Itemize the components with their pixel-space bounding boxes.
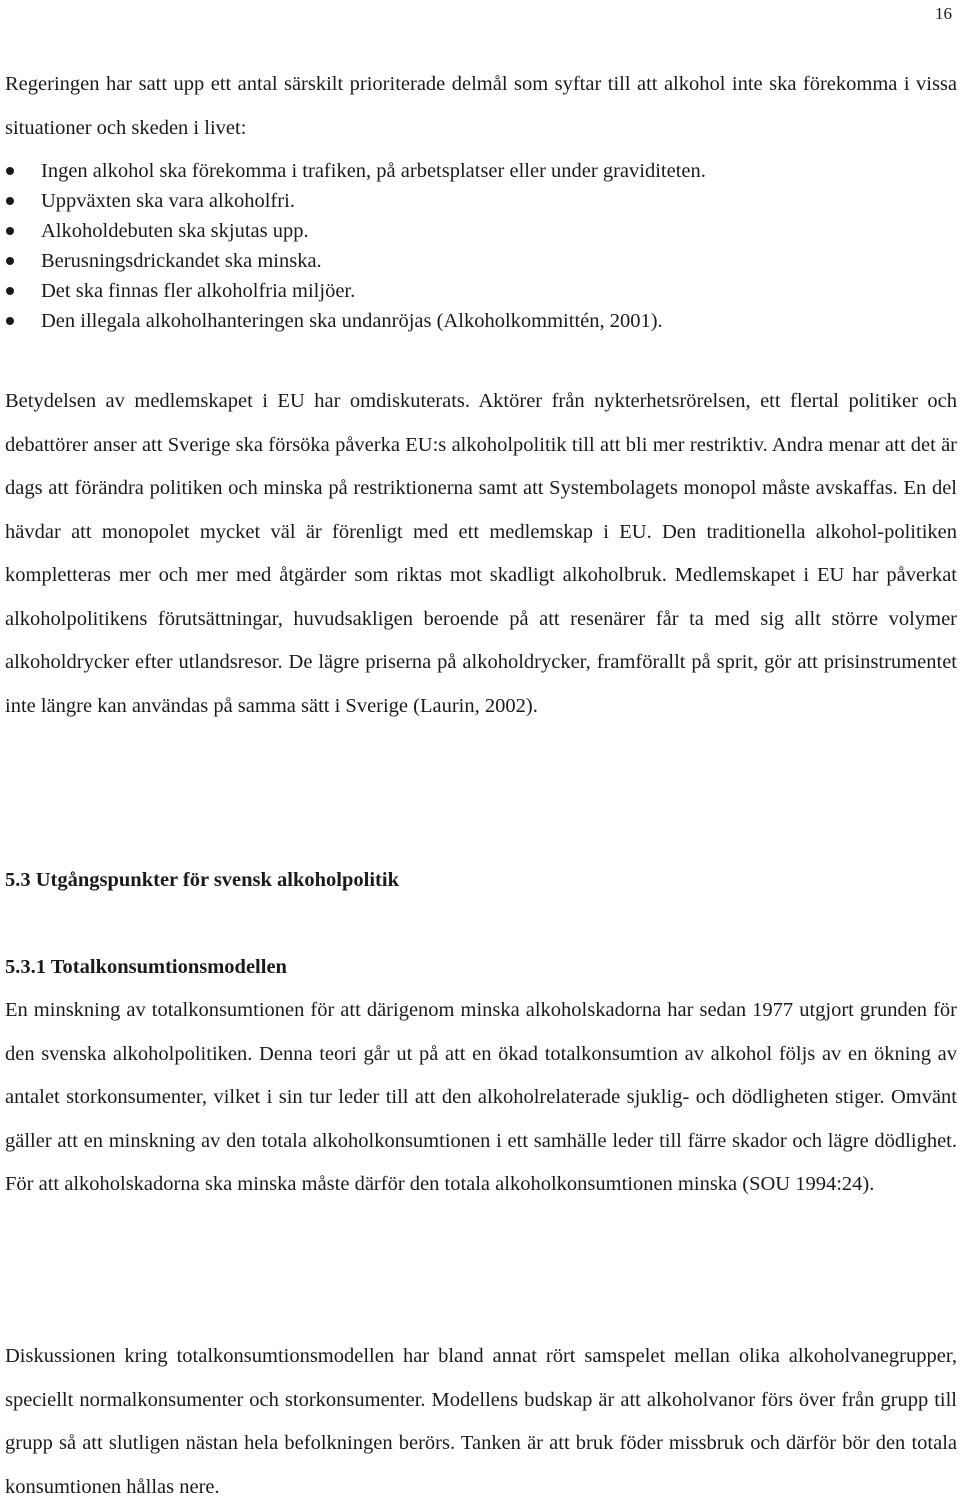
- list-item-text: Alkoholdebuten ska skjutas upp.: [41, 220, 309, 242]
- list-item: [5, 156, 957, 186]
- list-item: [5, 186, 957, 216]
- discussion-paragraph: Diskussionen kring totalkonsumtionsmodellen har bland annat rört samspelet mellan olika alkoholvanegrupper, speciellt normalkonsumenter och storkonsumenter. Modellens budskap är att alkoholvanor förs över från grupp till grupp så att slutligen nästan hela befolkningen berörs. Tanken är att bruk föder missbruk och därför bör den totala konsumtionen hållas nere.: [5, 1345, 957, 1498]
- intro-paragraph: Regeringen har satt upp ett antal särskilt prioriterade delmål som syftar till att alkohol inte ska förekomma i vissa situationer och skeden i livet:: [5, 73, 957, 139]
- goals-list: [5, 156, 957, 336]
- list-item-text: Berusningsdrickandet ska minska.: [41, 250, 322, 272]
- document-page: [5, 0, 957, 1496]
- section-heading-5-3-1: 5.3.1 Totalkonsumtionsmodellen: [5, 956, 287, 978]
- total-consumption-paragraph: En minskning av totalkonsumtionen för att därigenom minska alkoholskadorna har sedan 1977 utgjort grunden för den svenska alkoholpolitiken. Denna teori går ut på att en ökad totalkonsumtion av alkohol följs av en ökning av antalet storkonsumenter, vilket i sin tur leder till att den alkoholrelaterade sjuklig- och dödligheten stiger. Omvänt gäller att en minskning av den totala alkoholkonsumtionen i ett samhälle leder till färre skador och lägre dödlighet. För att alkoholskadorna ska minska måste därför den totala alkoholkonsumtionen minska (SOU 1994:24).: [5, 999, 957, 1195]
- list-item: [5, 306, 957, 336]
- list-item: [5, 276, 957, 306]
- list-item: [5, 216, 957, 246]
- bullet-icon: [6, 227, 14, 235]
- section-heading-5-3: 5.3 Utgångspunkter för svensk alkoholpolitik: [5, 869, 399, 891]
- bullet-icon: [6, 317, 14, 325]
- page-number: 16: [935, 4, 952, 23]
- list-item-text: Det ska finnas fler alkoholfria miljöer.: [41, 280, 356, 302]
- bullet-icon: [6, 257, 14, 265]
- list-item-text: Ingen alkohol ska förekomma i trafiken, på arbetsplatser eller under graviditeten.: [41, 160, 706, 182]
- bullet-icon: [6, 197, 14, 205]
- bullet-icon: [6, 287, 14, 295]
- list-item-text: Uppväxten ska vara alkoholfri.: [41, 190, 295, 212]
- eu-paragraph: Betydelsen av medlemskapet i EU har omdiskuterats. Aktörer från nykterhetsrörelsen, ett flertal politiker och debattörer anser att Sverige ska försöka påverka EU:s alkoholpolitik till att bli mer restriktiv. Andra menar att det är dags att förändra politiken och minska på restriktionerna samt att Systembolagets monopol måste avskaffas. En del hävdar att monopolet mycket väl är förenligt med ett medlemskap i EU. Den traditionella alkohol-politiken kompletteras mer och mer med åtgärder som riktas mot skadligt alkoholbruk. Medlemskapet i EU har påverkat alkoholpolitikens förutsättningar, huvudsakligen beroende på att resenärer får ta med sig allt större volymer alkoholdrycker efter utlandsresor. De lägre priserna på alkoholdrycker, framförallt på sprit, gör att prisinstrumentet inte längre kan användas på samma sätt i Sverige (Laurin, 2002).: [5, 390, 957, 717]
- list-item: [5, 246, 957, 276]
- list-item-text: Den illegala alkoholhanteringen ska undanröjas (Alkoholkommittén, 2001).: [41, 310, 663, 332]
- bullet-icon: [6, 167, 14, 175]
